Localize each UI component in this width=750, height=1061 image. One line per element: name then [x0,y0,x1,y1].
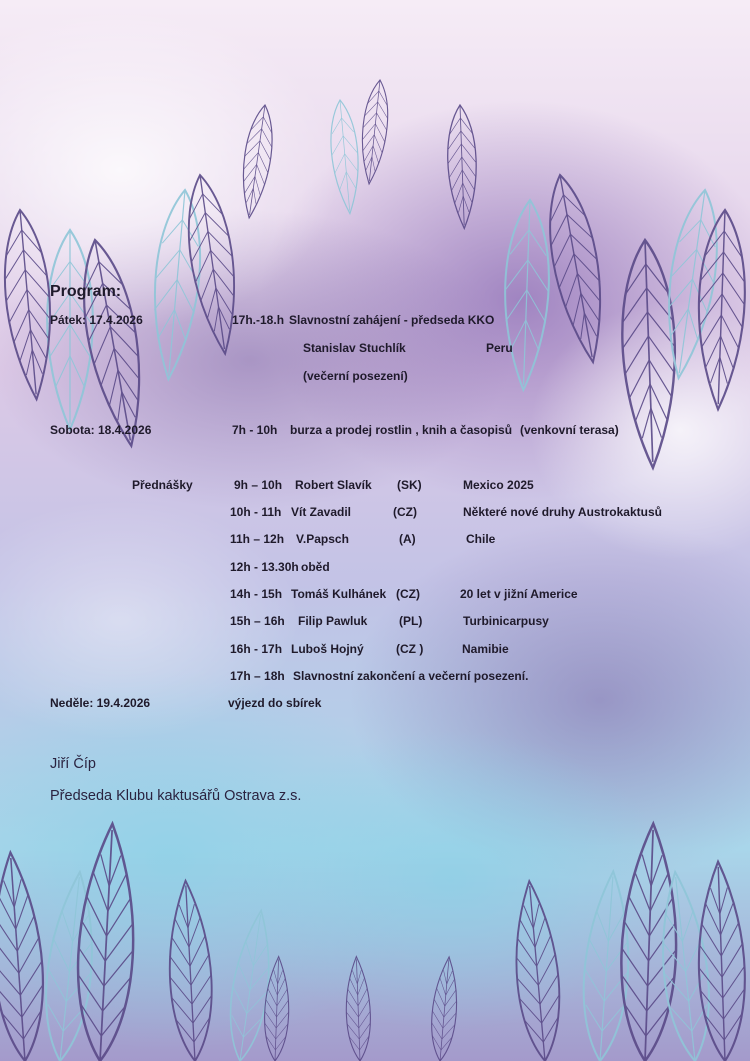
friday-date-label: Pátek: 17.4.2026 [50,313,143,327]
lecture-speaker: V.Papsch [296,532,349,546]
signature-name: Jiří Číp [50,756,96,772]
lecture-country: (CZ) [393,505,417,519]
lecture-time: 10h - 11h [230,505,282,519]
lecture-topic: Chile [466,532,496,546]
lecture-topic: Některé nové druhy Austrokaktusů [463,505,662,519]
lecture-topic: Mexico 2025 [463,478,534,492]
lecture-time: 14h - 15h [230,587,283,601]
lecture-country: (CZ) [396,587,420,601]
lecture-topic: 20 let v jižní Americe [460,587,578,601]
lecture-topic: Namibie [462,642,509,656]
closing-event: Slavnostní zakončení a večerní posezení. [293,669,529,683]
lecture-time: 15h – 16h [230,614,285,628]
signature-title: Předseda Klubu kaktusářů Ostrava z.s. [50,788,302,804]
lecture-speaker: Robert Slavík [295,478,372,492]
friday-time: 17h.-18.h [232,313,285,327]
lecture-time: 12h - 13.30h [230,560,299,574]
lunch-break: oběd [301,560,330,574]
lecture-speaker: Vít Zavadil [291,505,352,519]
lecture-country: (SK) [397,478,422,492]
sunday-event: výjezd do sbírek [228,696,322,710]
lecture-time: 17h – 18h [230,669,285,683]
lecture-country: (A) [399,532,416,546]
saturday-date-label: Sobota: 18.4.2026 [50,423,152,437]
lecture-time: 9h – 10h [234,478,283,492]
saturday-location: (venkovní terasa) [520,423,619,437]
lecture-speaker: Luboš Hojný [291,642,364,656]
friday-speaker: Stanislav Stuchlík [303,341,406,355]
lecture-time: 11h – 12h [230,532,285,546]
lecture-topic: Turbinicarpusy [463,614,549,628]
lecture-time: 16h - 17h [230,642,283,656]
lecture-country: (PL) [399,614,423,628]
saturday-time: 7h - 10h [232,423,278,437]
friday-event: Slavnostní zahájení - předseda KKO [289,313,495,327]
lecture-speaker: Filip Pawluk [298,614,368,628]
lecture-country: (CZ ) [396,642,424,656]
sunday-date-label: Neděle: 19.4.2026 [50,696,151,710]
saturday-event: burza a prodej rostlin , knih a časopisů [290,423,513,437]
lectures-label: Přednášky [132,478,193,492]
program-heading: Program: [50,283,122,300]
friday-topic: Peru [486,341,513,355]
friday-note: (večerní posezení) [303,369,408,383]
lecture-speaker: Tomáš Kulhánek [291,587,387,601]
